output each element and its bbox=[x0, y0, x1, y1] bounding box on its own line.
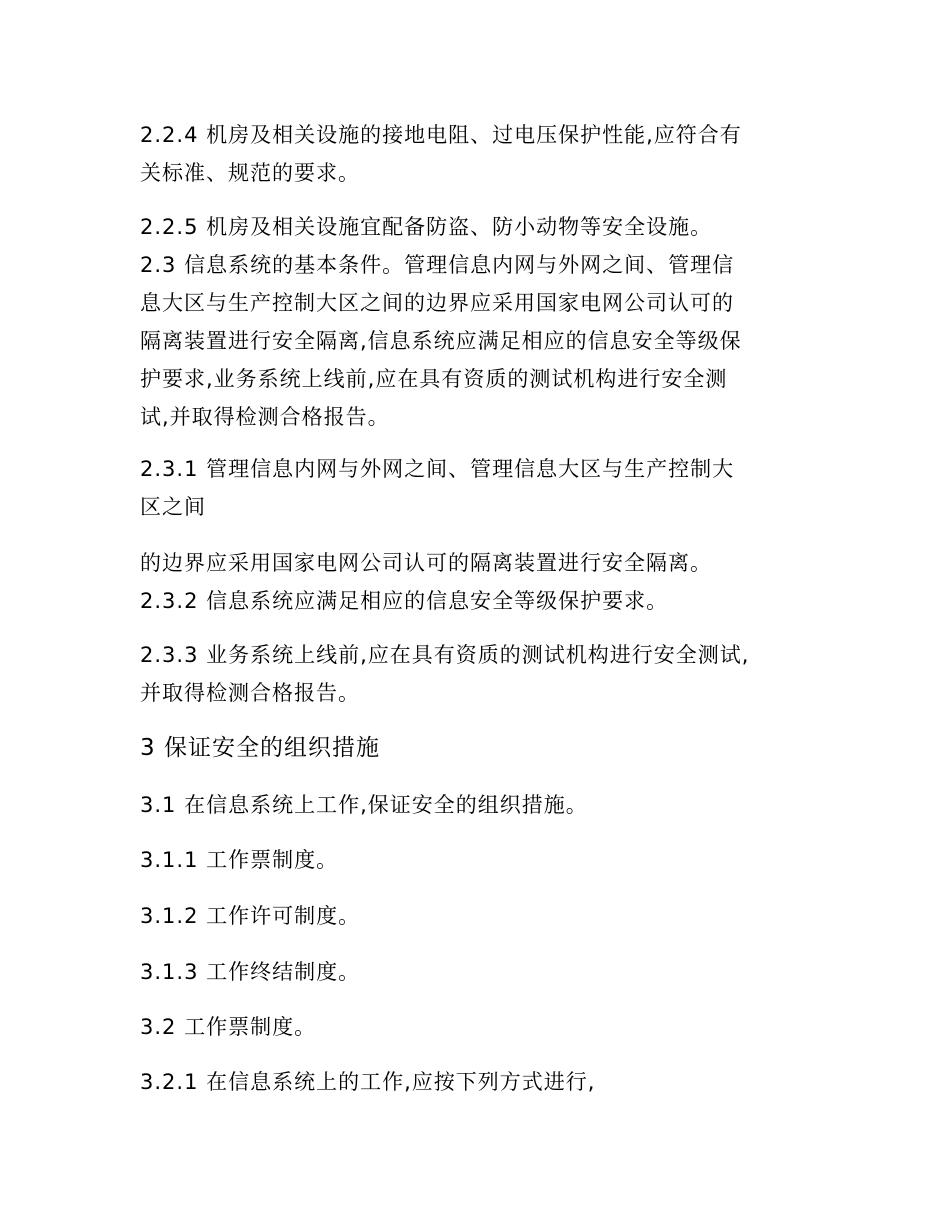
paragraph-3-1-1: 3.1.1 工作票制度。 bbox=[140, 848, 339, 872]
paragraph-2-3-2: 2.3.2 信息系统应满足相应的信息安全等级保护要求。 bbox=[140, 589, 669, 613]
paragraph-2-3-1-line-1: 2.3.1 管理信息内网与外网之间、管理信息大区与生产控制大 bbox=[140, 457, 735, 481]
paragraph-3-1-2: 3.1.2 工作许可制度。 bbox=[140, 904, 361, 928]
paragraph-2-3-3-line-1: 2.3.3 业务系统上线前,应在具有资质的测试机构进行安全测试, bbox=[140, 643, 750, 667]
paragraph-3-1-3: 3.1.3 工作终结制度。 bbox=[140, 960, 361, 984]
paragraph-2-3-line-1: 2.3 信息系统的基本条件。管理信息内网与外网之间、管理信 bbox=[140, 253, 735, 277]
paragraph-2-3-1-line-2: 区之间 bbox=[140, 495, 206, 519]
paragraph-2-3-3-line-2: 并取得检测合格报告。 bbox=[140, 681, 360, 705]
paragraph-2-2-5: 2.2.5 机房及相关设施宜配备防盗、防小动物等安全设施。 bbox=[140, 215, 713, 239]
paragraph-3-1: 3.1 在信息系统上工作,保证安全的组织措施。 bbox=[140, 793, 588, 817]
paragraph-2-2-4-line-1: 2.2.4 机房及相关设施的接地电阻、过电压保护性能,应符合有 bbox=[140, 123, 742, 147]
section-heading-3: 3 保证安全的组织措施 bbox=[140, 735, 380, 761]
paragraph-2-3-line-5: 试,并取得检测合格报告。 bbox=[140, 405, 390, 429]
paragraph-2-3-line-4: 护要求,业务系统上线前,应在具有资质的测试机构进行安全测 bbox=[140, 367, 728, 391]
paragraph-3-2-1: 3.2.1 在信息系统上的工作,应按下列方式进行, bbox=[140, 1070, 596, 1094]
paragraph-2-3-line-2: 息大区与生产控制大区之间的边界应采用国家电网公司认可的 bbox=[140, 291, 734, 315]
paragraph-2-2-4-line-2: 关标准、规范的要求。 bbox=[140, 161, 360, 185]
paragraph-2-3-line-3: 隔离装置进行安全隔离,信息系统应满足相应的信息安全等级保 bbox=[140, 329, 742, 353]
paragraph-2-3-1-continued: 的边界应采用国家电网公司认可的隔离装置进行安全隔离。 bbox=[140, 551, 712, 575]
paragraph-3-2: 3.2 工作票制度。 bbox=[140, 1015, 317, 1039]
